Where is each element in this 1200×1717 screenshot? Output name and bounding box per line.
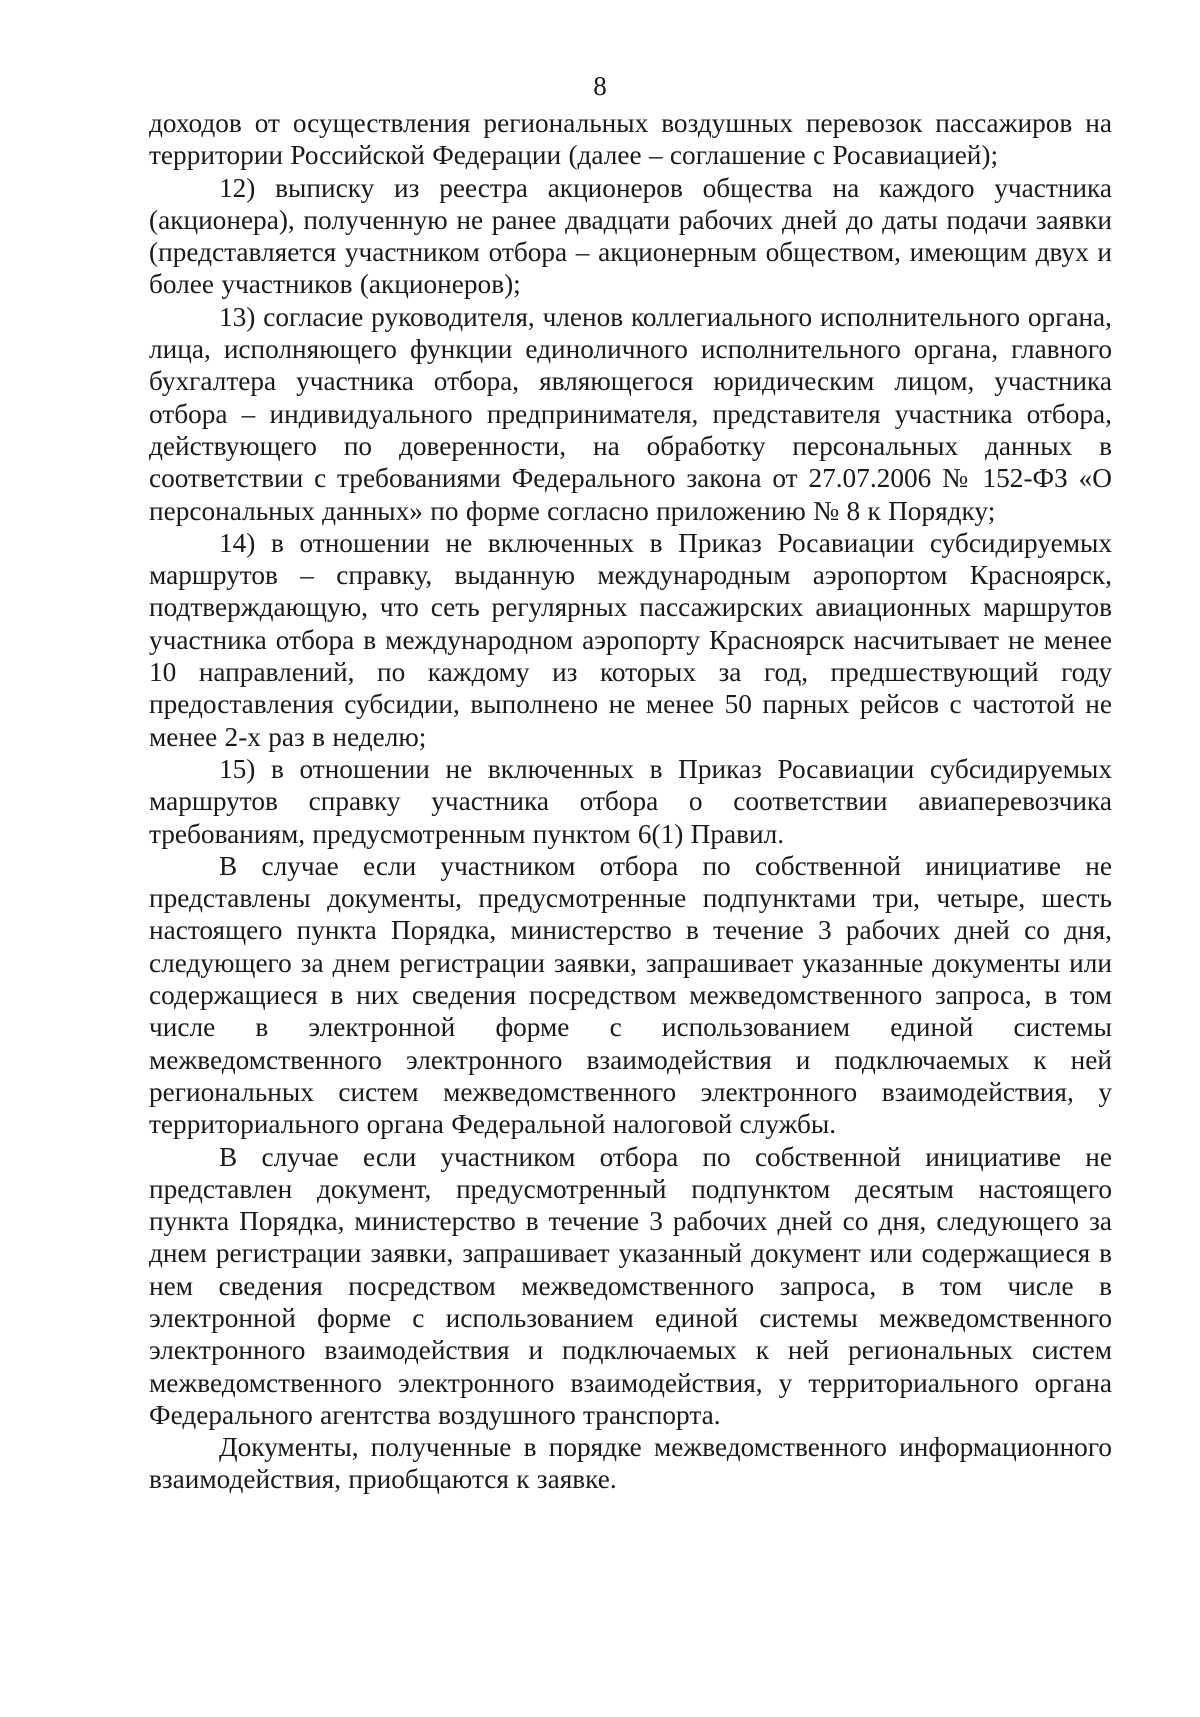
paragraph-tax-service-request: В случае если участником отбора по собственной инициативе не представлены документы, предусмотренные подпунктами три, четыре, шесть настоящего пункта Порядка, министерство в течение 3 рабочих дней со дня, следующего за днем регистрации заявки, запрашивает указанные документы или содержащиеся в них сведения посредством межведомственного запроса, в том числе в электронной форме с использованием единой системы межведомственного электронного взаимодействия и подключаемых к ней региональных систем межведомственного электронного взаимодействия, у территориального органа Федеральной налоговой службы. bbox=[149, 850, 1112, 1140]
paragraph-item-14: 14) в отношении не включенных в Приказ Росавиации субсидируемых маршрутов – справку, выданную международным аэропортом Красноярск, подтверждающую, что сеть регулярных пассажирских авиационных маршрутов участника отбора в международном аэропорту Красноярск насчитывает не менее 10 направлений, по каждому из которых за год, предшествующий году предоставления субсидии, выполнено не менее 50 парных рейсов с частотой не менее 2-х раз в неделю; bbox=[149, 527, 1112, 752]
page-number: 8 bbox=[593, 71, 607, 101]
paragraph-item-13: 13) согласие руководителя, членов коллегиального исполнительного органа, лица, исполняющего функции единоличного исполнительного органа, главного бухгалтера участника отбора, являющегося юридическим лицом, участника отбора – индивидуального предпринимателя, представителя участника отбора, действующего по доверенности, на обработку персональных данных в соответствии с требованиями Федерального закона от 27.07.2006 № 152-ФЗ «О персональных данных» по форме согласно приложению № 8 к Порядку; bbox=[149, 301, 1112, 526]
paragraph-item-15: 15) в отношении не включенных в Приказ Росавиации субсидируемых маршрутов справку участника отбора о соответствии авиаперевозчика требованиям, предусмотренным пунктом 6(1) Правил. bbox=[149, 753, 1112, 849]
document-body bbox=[149, 107, 1112, 1496]
paragraph-documents-attached: Документы, полученные в порядке межведомственного информационного взаимодействия, приобщаются к заявке. bbox=[149, 1432, 1112, 1495]
paragraph-air-transport-request: В случае если участником отбора по собственной инициативе не представлен документ, предусмотренный подпунктом десятым настоящего пункта Порядка, министерство в течение 3 рабочих дней со дня, следующего за днем регистрации заявки, запрашивает указанный документ или содержащиеся в нем сведения посредством межведомственного запроса, в том числе в электронной форме с использованием единой системы межведомственного электронного взаимодействия и подключаемых к ней региональных систем межведомственного электронного взаимодействия, у территориального органа Федерального агентства воздушного транспорта. bbox=[149, 1141, 1112, 1430]
paragraph-item-12: 12) выписку из реестра акционеров общества на каждого участника (акционера), полученную не ранее двадцати рабочих дней до даты подачи заявки (представляется участником отбора – акционерным обществом, имеющим двух и более участников (акционеров); bbox=[149, 172, 1112, 300]
paragraph-continuation: доходов от осуществления региональных воздушных перевозок пассажиров на территории Российской Федерации (далее – соглашение с Росавиацией); bbox=[149, 108, 1112, 171]
